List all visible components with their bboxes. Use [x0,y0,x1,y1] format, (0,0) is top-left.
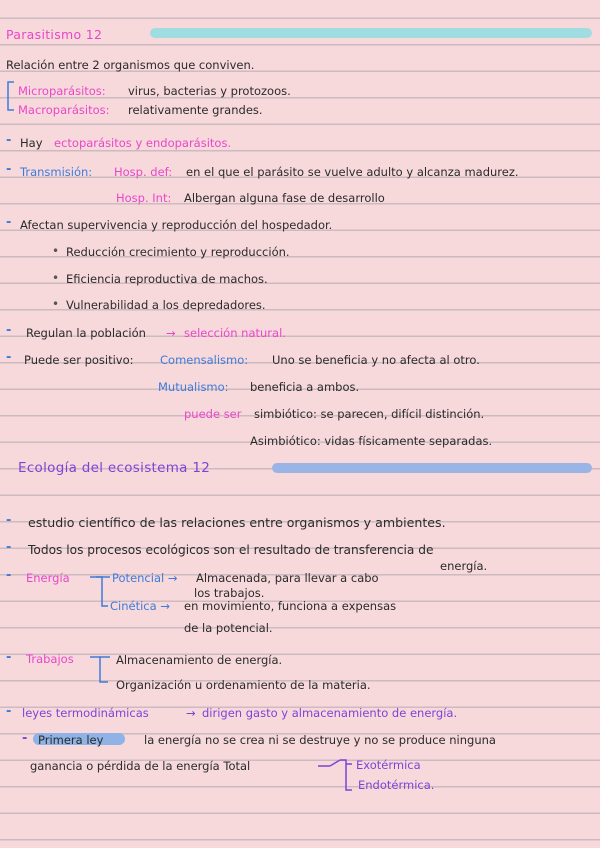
bullet-dash: - [6,215,12,230]
micro-label: Microparásitos: [18,84,106,98]
macro-text: relativamente grandes. [128,103,263,117]
cinetica-text-2: de la potencial. [184,621,273,635]
note-regulan: Regulan la población [26,326,146,340]
macro-label: Macroparásitos: [18,103,110,117]
title-underline-bar-parasitismo [150,28,592,38]
cinetica-label: Cinética → [110,599,170,613]
trabajo-item-1: Almacenamiento de energía. [116,653,283,667]
note-estudio: estudio científico de las relaciones entre organismos y ambientes. [28,515,446,530]
mutualismo-label: Mutualismo: [158,380,229,394]
bullet-dash: - [6,513,12,528]
energia-connector [90,577,108,606]
bullet-dash: - [6,162,12,177]
bullet-dash: - [6,350,12,365]
transmision-label: Transmisión: [20,165,93,179]
hosp-def-text: en el que el parásito se vuelve adulto y alcanza madurez. [186,165,519,179]
bullet-dot: • [52,297,60,311]
energia-total-link [330,760,340,766]
bullet-dot: • [52,271,60,285]
note-puede: Puede ser positivo: [24,353,134,367]
afectan-item-1: Reducción crecimiento y reproducción. [66,245,290,259]
afectan-item-2: Eficiencia reproductiva de machos. [66,272,268,286]
potencial-text-2: los trabajos. [194,586,265,600]
comensalismo-text: Uno se beneficia y no afecta al otro. [272,353,480,367]
title-underline-bar-ecologia [272,463,592,473]
bullet-dash: - [6,650,12,665]
seleccion-natural: selección natural. [184,326,286,340]
asimbiotico-text: Asimbiótico: vidas físicamente separadas. [250,434,493,448]
trabajo-item-2: Organización u ordenamiento de la materia. [116,678,371,692]
regulan-arrow: → [166,326,176,340]
leyes-arrow: → [186,706,196,720]
section-title-ecologia: Ecología del ecosistema 12 [18,460,211,476]
mutualismo-text: beneficia a ambos. [250,380,360,394]
leyes-text: dirigen gasto y almacenamiento de energía. [202,706,458,720]
bullet-dash: - [22,731,28,746]
energia-total-connector [318,760,352,790]
bullet-dash: - [6,568,12,583]
hosp-def-label: Hosp. def: [114,165,173,179]
simbiotico-text: simbiótico: se parecen, difícil distinción. [254,407,485,421]
note-hay-parasitos: ectoparásitos y endoparásitos. [54,136,232,150]
note-hay-lead: Hay [20,136,43,150]
bullet-dash: - [6,133,12,148]
leyes-label: leyes termodinámicas [22,706,149,720]
potencial-label: Potencial → [112,571,178,585]
primera-ley-text-2: ganancia o pérdida de la energía Total [30,759,251,773]
exotermica-label: Exotérmica [356,758,421,772]
note-todos-line2: energía. [440,559,488,573]
puede-ser-label: puede ser [184,407,242,421]
hosp-int-text: Albergan alguna fase de desarrollo [184,191,385,205]
trabajos-connector [90,657,108,682]
micro-text: virus, bacterias y protozoos. [128,84,291,98]
micro-macro-bracket [8,82,14,110]
bullet-dash: - [6,704,12,719]
note-relacion: Relación entre 2 organismos que conviven. [6,58,255,72]
trabajos-label: Trabajos [26,652,74,666]
cinetica-text-1: en movimiento, funciona a expensas [184,599,397,613]
afectan-item-3: Vulnerabilidad a los depredadores. [66,298,266,312]
endotermica-label: Endotérmica. [358,778,435,792]
bullet-dot: • [52,244,60,258]
comensalismo-label: Comensalismo: [160,353,249,367]
energia-label: Energía [26,571,70,585]
potencial-text-1: Almacenada, para llevar a cabo [196,571,379,585]
section-title-parasitismo: Parasitismo 12 [6,27,103,42]
hosp-int-label: Hosp. Int: [116,191,172,205]
primera-ley-text-1: la energía no se crea ni se destruye y no se produce ninguna [144,733,496,747]
note-todos-line1: Todos los procesos ecológicos son el resultado de transferencia de [28,543,434,557]
note-afectan: Afectan supervivencia y reproducción del hospedador. [20,218,333,232]
primera-ley-label: Primera ley [38,733,104,747]
bullet-dash: - [6,540,12,555]
bullet-dash: - [6,323,12,338]
